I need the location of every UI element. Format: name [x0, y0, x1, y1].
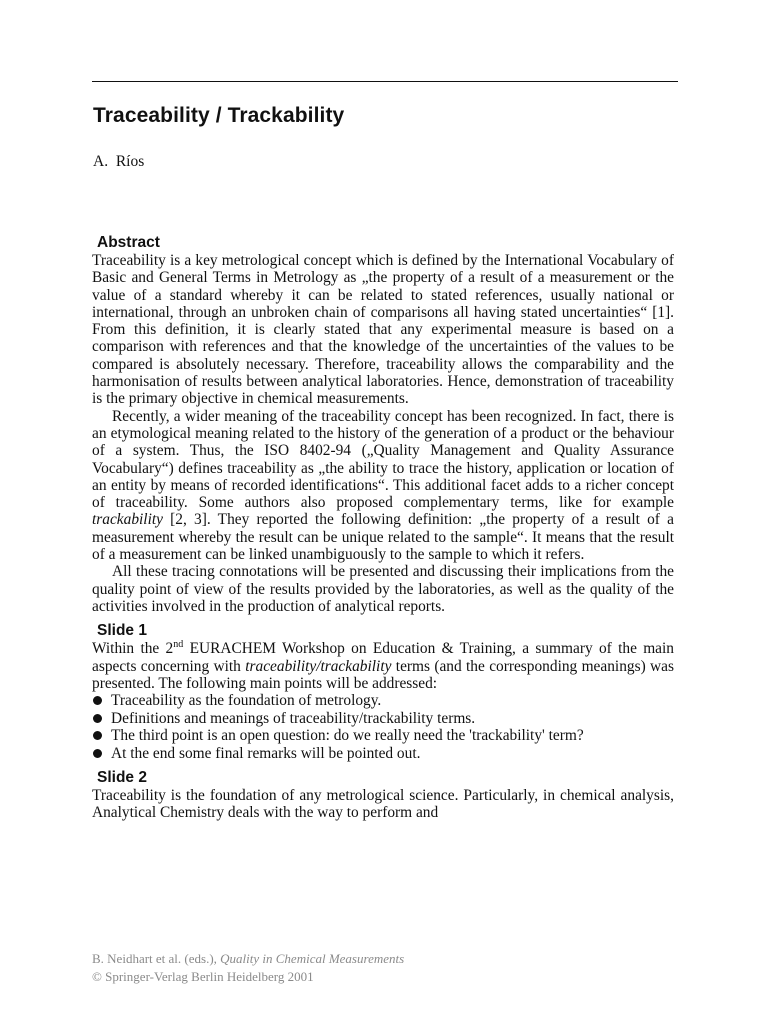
list-item: Definitions and meanings of traceability/trackability terms. [92, 710, 674, 728]
abstract-heading: Abstract [97, 234, 160, 251]
footer-copyright: © Springer-Verlag Berlin Heidelberg 2001 [92, 969, 314, 984]
bullet-icon [93, 731, 102, 740]
slide-1-text-c: terms (and the corresponding meanings) was presented. The following main points will be addressed: [92, 657, 674, 692]
slide-2-heading: Slide 2 [97, 769, 147, 787]
top-rule [92, 81, 678, 82]
slide-1-text-b: EURACHEM Workshop on Education & Training, a summary of the main aspects concerning with [92, 640, 674, 675]
abstract-paragraph-1: Traceability is a key metrological concept which is defined by the International Vocabulary of Basic and General Terms in Metrology as „the property of a result of a measurement or the value of a standard whereby it can be related to stated references, usually national or international, through an unbroken chain of comparisons all having stated uncertainties“ [1]. From this definition, it is clearly stated that any experimental measure is based on a comparison with references and that the knowledge of the uncertainties of the values to be compared is absolutely necessary. Therefore, traceability allows the comparability and the harmonisation of results between analytical laboratories. Hence, demonstration of traceability is the primary objective in chemical measurements. [92, 252, 674, 408]
slide-1-heading: Slide 1 [97, 622, 147, 640]
slide-1-paragraph [92, 640, 674, 692]
abstract-paragraph-3: All these tracing connotations will be presented and discussing their implications from the quality point of view of the results provided by the laboratories, as well as the quality of the activities involved in the production of analytical reports. [92, 563, 674, 615]
abstract-paragraph-2 [92, 408, 674, 564]
author-name: A. Ríos [93, 153, 145, 170]
bullet-icon [93, 696, 102, 705]
list-item: The third point is an open question: do we really need the 'trackability' term? [92, 727, 674, 745]
bullet-icon [93, 749, 102, 758]
footer-citation [92, 950, 404, 968]
footer-book-title: Quality in Chemical Measurements [220, 951, 405, 966]
page-footer [92, 950, 404, 986]
trackability-term: trackability [92, 511, 163, 529]
list-item: Traceability as the foundation of metrology. [92, 692, 674, 710]
page-title: Traceability / Trackability [93, 104, 345, 127]
bullet-icon [93, 714, 102, 723]
slide-2-paragraph: Traceability is the foundation of any metrological science. Particularly, in chemical analysis, Analytical Chemistry deals with the way to perform and [92, 787, 674, 822]
abstract-paragraph-2-text-a: Recently, a wider meaning of the traceability concept has been recognized. In fact, there is an etymological meaning related to the history of the generation of a product or the behaviour of a system. Thus, the ISO 8402-94 („Quality Management and Quality Assurance Vocabulary“) defines traceability as „the ability to trace the history, application or location of an entity by means of recorded identifications“. This additional facet adds to a richer concept of traceability. Some authors also proposed complementary terms, like for example [92, 407, 674, 512]
slide-1-ordinal-suffix: nd [173, 639, 184, 651]
abstract-paragraph-2-text-b: [2, 3]. They reported the following definition: „the property of a result of a measurement whereby the result can be unique related to the sample“. It means that the result of a measurement can be linked unambiguously to the sample to which it refers. [92, 511, 674, 564]
slide-1-text-a: Within the 2 [92, 640, 174, 658]
article-body [92, 233, 674, 822]
list-item: At the end some final remarks will be pointed out. [92, 745, 674, 763]
slide-1-italic-terms: traceability/trackability [245, 657, 392, 675]
slide-1-bullet-list [92, 692, 674, 762]
footer-citation-text: B. Neidhart et al. (eds.), [92, 951, 221, 966]
